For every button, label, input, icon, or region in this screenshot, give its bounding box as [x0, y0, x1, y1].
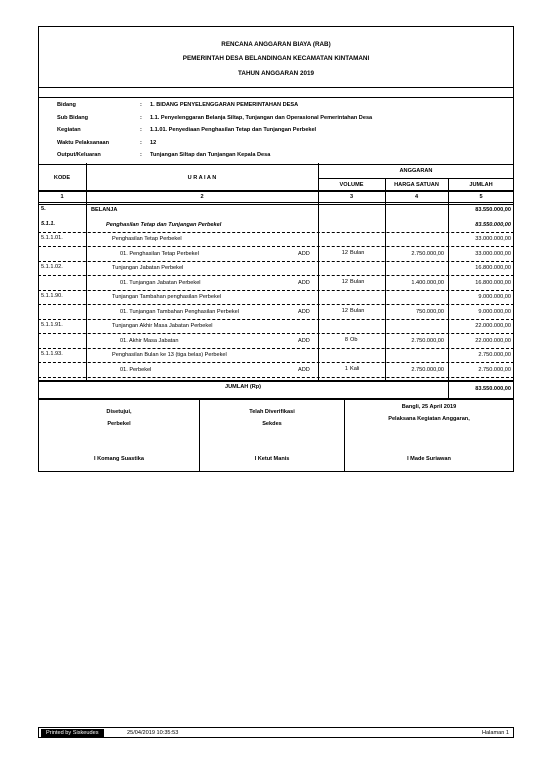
- page-number: Halaman 1: [481, 730, 509, 736]
- sig-verified-label: Telah Diverifikasi: [249, 409, 295, 415]
- item-volume: 12: [341, 250, 348, 256]
- item-source: ADD: [298, 367, 310, 373]
- item-unit-price: 2.750.000,00: [411, 367, 444, 373]
- item-amount: 16.800.000,00: [475, 280, 511, 286]
- row-amount: 83.550.000,00: [475, 207, 511, 213]
- sig-place-date: Bangli, 25 April 2019: [401, 404, 457, 410]
- info-value: 1.1.01. Penyediaan Penghasilan Tetap dan Tunjangan Perbekel: [150, 127, 317, 133]
- info-value: 12: [150, 139, 157, 146]
- sig-approved-role: Perbekel: [107, 421, 131, 427]
- col-divider: [385, 178, 386, 380]
- item-description: 01. Penghasilan Tetap Perbekel: [120, 251, 199, 257]
- info-value: Tunjangan Siltap dan Tunjangan Kepala Desa: [150, 152, 271, 158]
- row-description: Penghasilan Tetap Perbekel: [112, 236, 182, 242]
- info-label: Waktu Pelaksanaan: [57, 139, 110, 146]
- header-divider: [38, 202, 514, 203]
- row-code: 5.1.1.90.: [41, 293, 63, 299]
- sig-verified-name: I Ketut Manis: [254, 456, 290, 462]
- printed-by-badge: Printed by Siskeudes: [41, 729, 104, 737]
- row-amount: 83.550.000,00: [475, 222, 511, 228]
- item-unit-price: 2.750.000,00: [411, 251, 444, 257]
- col-header-harga: HARGA SATUAN: [394, 182, 439, 188]
- row-code: 5.: [41, 206, 46, 212]
- col-number: 2: [200, 194, 204, 200]
- item-amount: 9.000.000,00: [478, 309, 511, 315]
- info-colon: :: [140, 102, 142, 108]
- col-number: 5: [479, 194, 483, 200]
- row-description: BELANJA: [91, 207, 118, 213]
- row-code: 5.1.1.: [41, 221, 55, 227]
- info-colon: :: [140, 139, 142, 146]
- item-unit-price: 2.750.000,00: [411, 338, 444, 344]
- info-value: 1.1. Penyelenggaran Belanja Siltap, Tunjangan dan Operasional Pemerintahan Desa: [150, 114, 373, 121]
- total-amount: 83.550.000,00: [475, 386, 511, 392]
- col-header-anggaran: ANGGARAN: [399, 168, 433, 174]
- doc-subtitle: PEMERINTAH DESA BELANDINGAN KECAMATAN KINTAMANI: [182, 55, 370, 62]
- item-unit: Bulan: [350, 250, 365, 256]
- row-description: Penghasilan Tetap dan Tunjangan Perbekel: [106, 222, 222, 228]
- row-separator: [38, 246, 514, 247]
- item-amount: 22.000.000,00: [475, 338, 511, 344]
- info-label: Output/Keluaran: [57, 152, 101, 158]
- item-volume: 1: [344, 366, 348, 372]
- info-label: Kegiatan: [57, 127, 81, 133]
- header-divider: [318, 178, 514, 179]
- sig-executor-name: I Made Suriawan: [407, 456, 451, 462]
- row-amount: 2.750.000,00: [478, 352, 511, 358]
- item-unit-price: 1.400.000,00: [411, 280, 444, 286]
- item-description: 01. Perbekel: [120, 367, 152, 373]
- col-header-kode: KODE: [53, 175, 71, 181]
- divider: [39, 204, 513, 205]
- divider: [39, 87, 513, 88]
- sig-verified-role: Sekdes: [262, 421, 282, 427]
- info-label: Bidang: [57, 102, 76, 108]
- item-source: ADD: [298, 251, 310, 257]
- row-separator: [38, 304, 514, 305]
- item-unit: Kali: [350, 366, 360, 372]
- total-divider: [38, 380, 514, 381]
- divider: [39, 164, 513, 165]
- sig-approved-name: I Komang Suastika: [93, 456, 145, 462]
- info-label: Sub Bidang: [57, 114, 89, 121]
- doc-year: TAHUN ANGGARAN 2019: [238, 70, 314, 77]
- row-description: Tunjangan Tambahan penghasilan Perbekel: [112, 294, 222, 300]
- divider: [39, 399, 513, 400]
- row-separator: [38, 319, 514, 320]
- info-colon: :: [140, 114, 142, 121]
- row-description: Penghasilan Bulan ke 13 (tiga belas) Perbekel: [112, 352, 227, 358]
- row-amount: 16.800.000,00: [475, 265, 511, 271]
- row-separator: [38, 232, 514, 233]
- col-header-jumlah: JUMLAH: [469, 182, 493, 188]
- item-unit-price: 750.000,00: [416, 309, 444, 315]
- divider: [39, 191, 513, 192]
- info-colon: :: [140, 127, 142, 133]
- row-separator: [38, 362, 514, 363]
- item-source: ADD: [298, 338, 310, 344]
- col-header-uraian: U R A I A N: [187, 175, 217, 181]
- row-separator: [38, 275, 514, 276]
- item-description: 01. Akhir Masa Jabatan: [120, 338, 179, 344]
- row-description: Tunjangan Jabatan Perbekel: [112, 265, 184, 271]
- item-description: 01. Tunjangan Tambahan Penghasilan Perbekel: [120, 309, 240, 315]
- row-amount: 22.000.000,00: [475, 323, 511, 329]
- row-code: 5.1.1.93.: [41, 351, 63, 357]
- row-amount: 33.000.000,00: [475, 236, 511, 242]
- row-separator: [38, 348, 514, 349]
- info-colon: :: [140, 152, 142, 158]
- col-number: 3: [349, 194, 354, 200]
- item-volume: 8: [344, 337, 348, 343]
- item-unit: Bulan: [350, 308, 365, 314]
- row-amount: 9.000.000,00: [478, 294, 511, 300]
- divider: [39, 381, 513, 382]
- item-unit: Bulan: [350, 279, 365, 285]
- sig-executor-role: Pelaksana Kegiatan Anggaran,: [388, 416, 470, 422]
- row-code: 5.1.1.91.: [41, 322, 63, 328]
- row-separator: [38, 377, 514, 378]
- doc-title: RENCANA ANGGARAN BIAYA (RAB): [221, 41, 331, 48]
- item-source: ADD: [298, 280, 310, 286]
- print-timestamp: 25/04/2019 10:35:53: [127, 730, 179, 736]
- col-header-volume: VOLUME: [339, 182, 364, 188]
- item-volume: 12: [341, 308, 348, 314]
- header-divider: [38, 190, 514, 191]
- col-number: 1: [60, 194, 64, 200]
- item-unit: Ob: [350, 337, 358, 343]
- row-separator: [38, 261, 514, 262]
- item-source: ADD: [298, 309, 310, 315]
- row-code: 5.1.1.02.: [41, 264, 63, 270]
- divider: [39, 97, 513, 98]
- col-number: 4: [414, 194, 419, 200]
- item-description: 01. Tunjangan Jabatan Perbekel: [120, 280, 201, 286]
- row-code: 5.1.1.01.: [41, 235, 63, 241]
- item-volume: 12: [341, 279, 348, 285]
- total-label: JUMLAH (Rp): [224, 384, 262, 390]
- info-value: 1. BIDANG PENYELENGGARAN PEMERINTAHAN DESA: [150, 102, 299, 108]
- print-footer: [38, 727, 514, 738]
- row-separator: [38, 290, 514, 291]
- item-amount: 33.000.000,00: [475, 251, 511, 257]
- sig-approved-label: Disetujui,: [106, 409, 132, 415]
- row-description: Tunjangan Akhir Masa Jabatan Perbekel: [112, 323, 213, 329]
- total-divider: [38, 398, 514, 399]
- item-amount: 2.750.000,00: [478, 367, 511, 373]
- row-separator: [38, 333, 514, 334]
